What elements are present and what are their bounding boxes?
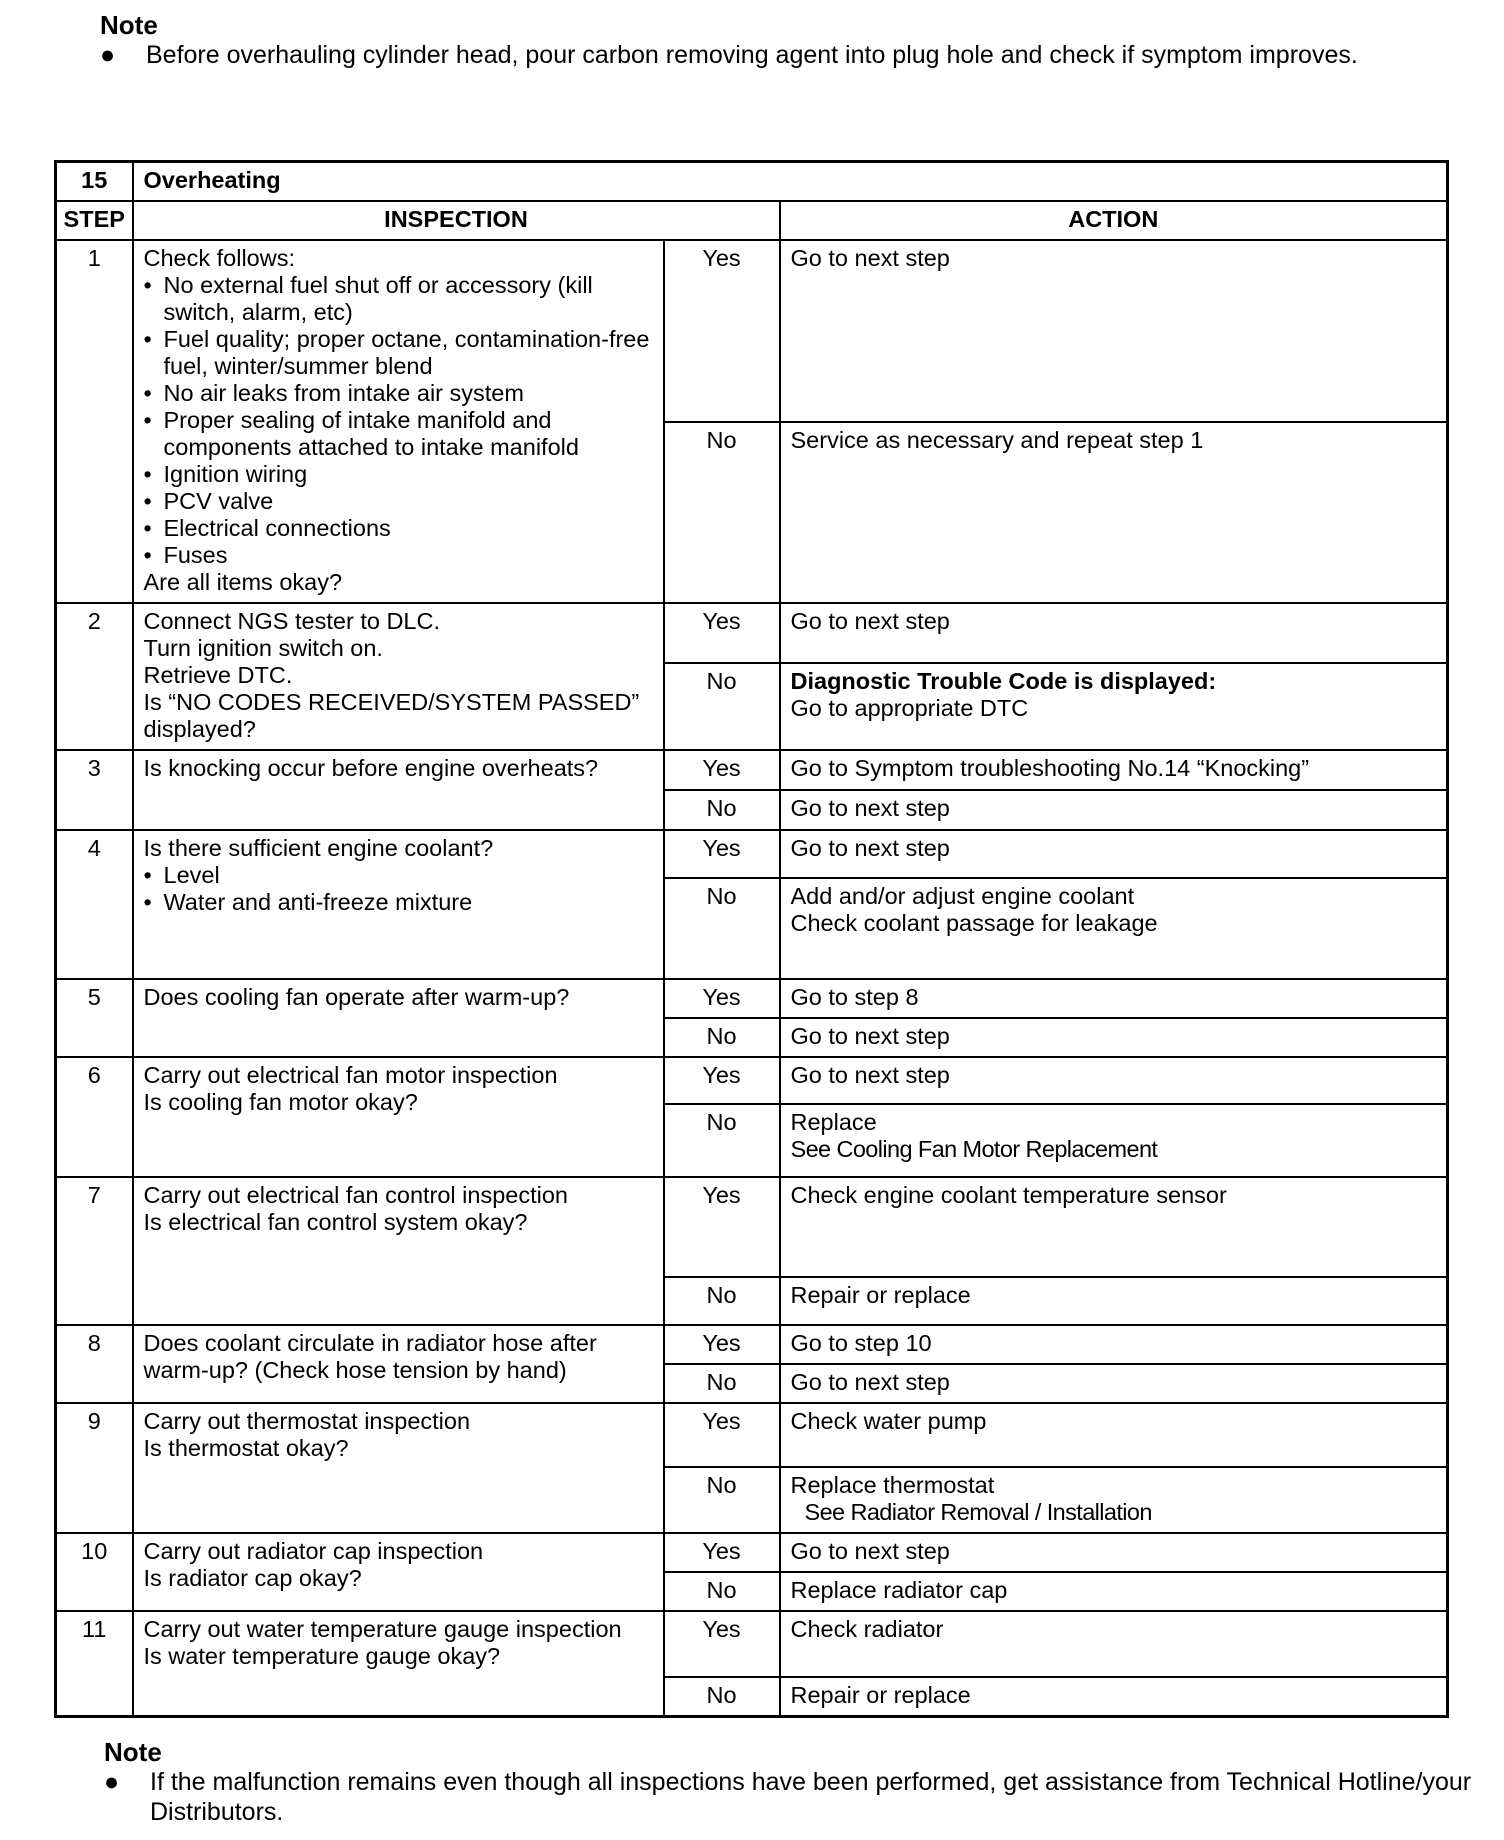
no-label: No [664, 1104, 780, 1177]
inspection-bullet: • Level [144, 862, 653, 889]
yes-label: Yes [664, 603, 780, 663]
table-row [56, 1057, 1448, 1104]
step-number: 1 [56, 240, 133, 603]
inspection-bullet: • Proper sealing of intake manifold and components attached to intake manifold [144, 407, 653, 461]
inspection-cell [133, 1057, 664, 1177]
action-no-cell [780, 1104, 1448, 1177]
note-title: Note [100, 10, 158, 40]
step-number: 5 [56, 979, 133, 1057]
inspection-question: Is “NO CODES RECEIVED/SYSTEM PASSED” displayed? [143, 689, 640, 742]
table-row [56, 1611, 1448, 1677]
table-title-row [56, 162, 1448, 202]
action-yes: Check engine coolant temperature sensor [780, 1177, 1448, 1277]
no-label: No [664, 422, 780, 604]
inspection-question: Is thermostat okay? [143, 1435, 349, 1461]
action-no: Go to next step [780, 1364, 1448, 1403]
yes-label: Yes [664, 240, 780, 422]
step-number: 2 [56, 603, 133, 750]
action-yes: Go to next step [780, 1533, 1448, 1572]
header-inspection: INSPECTION [133, 201, 780, 240]
note-top [100, 10, 1470, 70]
inspection-text: Carry out radiator cap inspection [143, 1538, 484, 1564]
inspection-bullet: • PCV valve [144, 488, 653, 515]
inspection-text: Carry out electrical fan motor inspection [143, 1062, 558, 1088]
inspection-cell [133, 240, 664, 603]
inspection-question: Is electrical fan control system okay? [143, 1209, 528, 1235]
action-no: Check coolant passage for leakage [790, 910, 1158, 936]
action-yes: Check water pump [780, 1403, 1448, 1467]
inspection-question: Is there sufficient engine coolant? [143, 835, 494, 861]
inspection-question: Is knocking occur before engine overheats? [133, 750, 664, 830]
action-yes: Go to next step [780, 1057, 1448, 1104]
action-reference: See Cooling Fan Motor Replacement [790, 1136, 1158, 1162]
table-row [56, 603, 1448, 663]
action-yes: Go to next step [780, 240, 1448, 422]
action-no-cell [780, 1467, 1448, 1533]
inspection-cell [133, 1177, 664, 1325]
action-no: Add and/or adjust engine coolant [790, 883, 1135, 909]
action-no: Replace [790, 1109, 877, 1135]
symptom-number: 15 [56, 162, 133, 202]
inspection-text: Check follows: [143, 245, 295, 271]
table-row [56, 1177, 1448, 1277]
action-yes: Go to step 8 [780, 979, 1448, 1018]
no-label: No [664, 1364, 780, 1403]
step-number: 8 [56, 1325, 133, 1403]
action-no: Replace thermostat [790, 1472, 995, 1498]
no-label: No [664, 663, 780, 750]
bullet-icon: ● [104, 1768, 120, 1796]
inspection-cell [133, 603, 664, 750]
step-number: 6 [56, 1057, 133, 1177]
action-yes: Go to next step [780, 603, 1448, 663]
inspection-text: Retrieve DTC. [143, 662, 293, 688]
inspection-text: Connect NGS tester to DLC. [143, 608, 440, 634]
table-row [56, 750, 1448, 790]
action-no: Go to next step [780, 790, 1448, 830]
yes-label: Yes [664, 1325, 780, 1364]
yes-label: Yes [664, 750, 780, 790]
no-label: No [664, 1277, 780, 1325]
inspection-bullet: • No external fuel shut off or accessory (kill switch, alarm, etc) [144, 272, 653, 326]
no-label: No [664, 1677, 780, 1717]
step-number: 9 [56, 1403, 133, 1533]
action-yes: Go to step 10 [780, 1325, 1448, 1364]
header-step: STEP [56, 201, 133, 240]
step-number: 3 [56, 750, 133, 830]
symptom-title: Overheating [133, 162, 1448, 202]
table-row [56, 1403, 1448, 1467]
inspection-question: Are all items okay? [143, 569, 343, 595]
action-no: Service as necessary and repeat step 1 [780, 422, 1448, 604]
inspection-text: Carry out thermostat inspection [143, 1408, 471, 1434]
table-row [56, 979, 1448, 1018]
no-label: No [664, 1018, 780, 1057]
inspection-bullet: • Fuses [144, 542, 653, 569]
troubleshooting-table [54, 160, 1449, 1718]
table-row [56, 830, 1448, 878]
action-no-cell [780, 663, 1448, 750]
step-number: 7 [56, 1177, 133, 1325]
inspection-question: Is water temperature gauge okay? [143, 1643, 501, 1669]
action-yes: Go to Symptom troubleshooting No.14 “Knocking” [780, 750, 1448, 790]
inspection-cell [133, 1533, 664, 1611]
action-no: Repair or replace [780, 1677, 1448, 1717]
table-row [56, 1325, 1448, 1364]
inspection-question: Does coolant circulate in radiator hose after warm-up? (Check hose tension by hand) [133, 1325, 664, 1403]
action-no: Replace radiator cap [780, 1572, 1448, 1611]
header-action: ACTION [780, 201, 1448, 240]
table-row [56, 240, 1448, 422]
inspection-text: Carry out electrical fan control inspection [143, 1182, 569, 1208]
inspection-question: Is radiator cap okay? [143, 1565, 362, 1591]
no-label: No [664, 1572, 780, 1611]
note-text: If the malfunction remains even though all inspections have been performed, get assistance from Technical Hotline/your Distributors. [150, 1768, 1472, 1826]
inspection-bullet: • No air leaks from intake air system [144, 380, 653, 407]
action-no: Go to appropriate DTC [790, 695, 1029, 721]
no-label: No [664, 790, 780, 830]
note-text: Before overhauling cylinder head, pour carbon removing agent into plug hole and check if symptom improves. [146, 41, 1358, 69]
action-yes: Go to next step [780, 830, 1448, 878]
action-no-cell [780, 878, 1448, 979]
action-no: Repair or replace [780, 1277, 1448, 1325]
inspection-bullet: • Electrical connections [144, 515, 653, 542]
yes-label: Yes [664, 1177, 780, 1277]
inspection-text: Carry out water temperature gauge inspection [143, 1616, 622, 1642]
inspection-cell [133, 830, 664, 979]
yes-label: Yes [664, 979, 780, 1018]
step-number: 10 [56, 1533, 133, 1611]
yes-label: Yes [664, 1611, 780, 1677]
yes-label: Yes [664, 1403, 780, 1467]
inspection-bullet: • Fuel quality; proper octane, contamination-free fuel, winter/summer blend [144, 326, 653, 380]
action-no: Go to next step [780, 1018, 1448, 1057]
inspection-question: Is cooling fan motor okay? [143, 1089, 418, 1115]
yes-label: Yes [664, 1057, 780, 1104]
bullet-icon: ● [100, 41, 116, 69]
no-label: No [664, 1467, 780, 1533]
action-reference: See Radiator Removal / Installation [804, 1499, 1152, 1525]
note-item [104, 1767, 1474, 1827]
note-item [100, 40, 1470, 70]
yes-label: Yes [664, 1533, 780, 1572]
inspection-cell [133, 1611, 664, 1717]
note-title: Note [104, 1737, 162, 1767]
table-row [56, 1533, 1448, 1572]
action-no-heading: Diagnostic Trouble Code is displayed: [790, 668, 1217, 694]
inspection-bullet: • Ignition wiring [144, 461, 653, 488]
inspection-cell [133, 1403, 664, 1533]
step-number: 11 [56, 1611, 133, 1717]
inspection-text: Turn ignition switch on. [143, 635, 383, 661]
note-bottom [104, 1737, 1474, 1827]
step-number: 4 [56, 830, 133, 979]
inspection-question: Does cooling fan operate after warm-up? [133, 979, 664, 1057]
table-header-row [56, 201, 1448, 240]
inspection-bullet: • Water and anti-freeze mixture [144, 889, 653, 916]
action-yes: Check radiator [780, 1611, 1448, 1677]
yes-label: Yes [664, 830, 780, 878]
no-label: No [664, 878, 780, 979]
